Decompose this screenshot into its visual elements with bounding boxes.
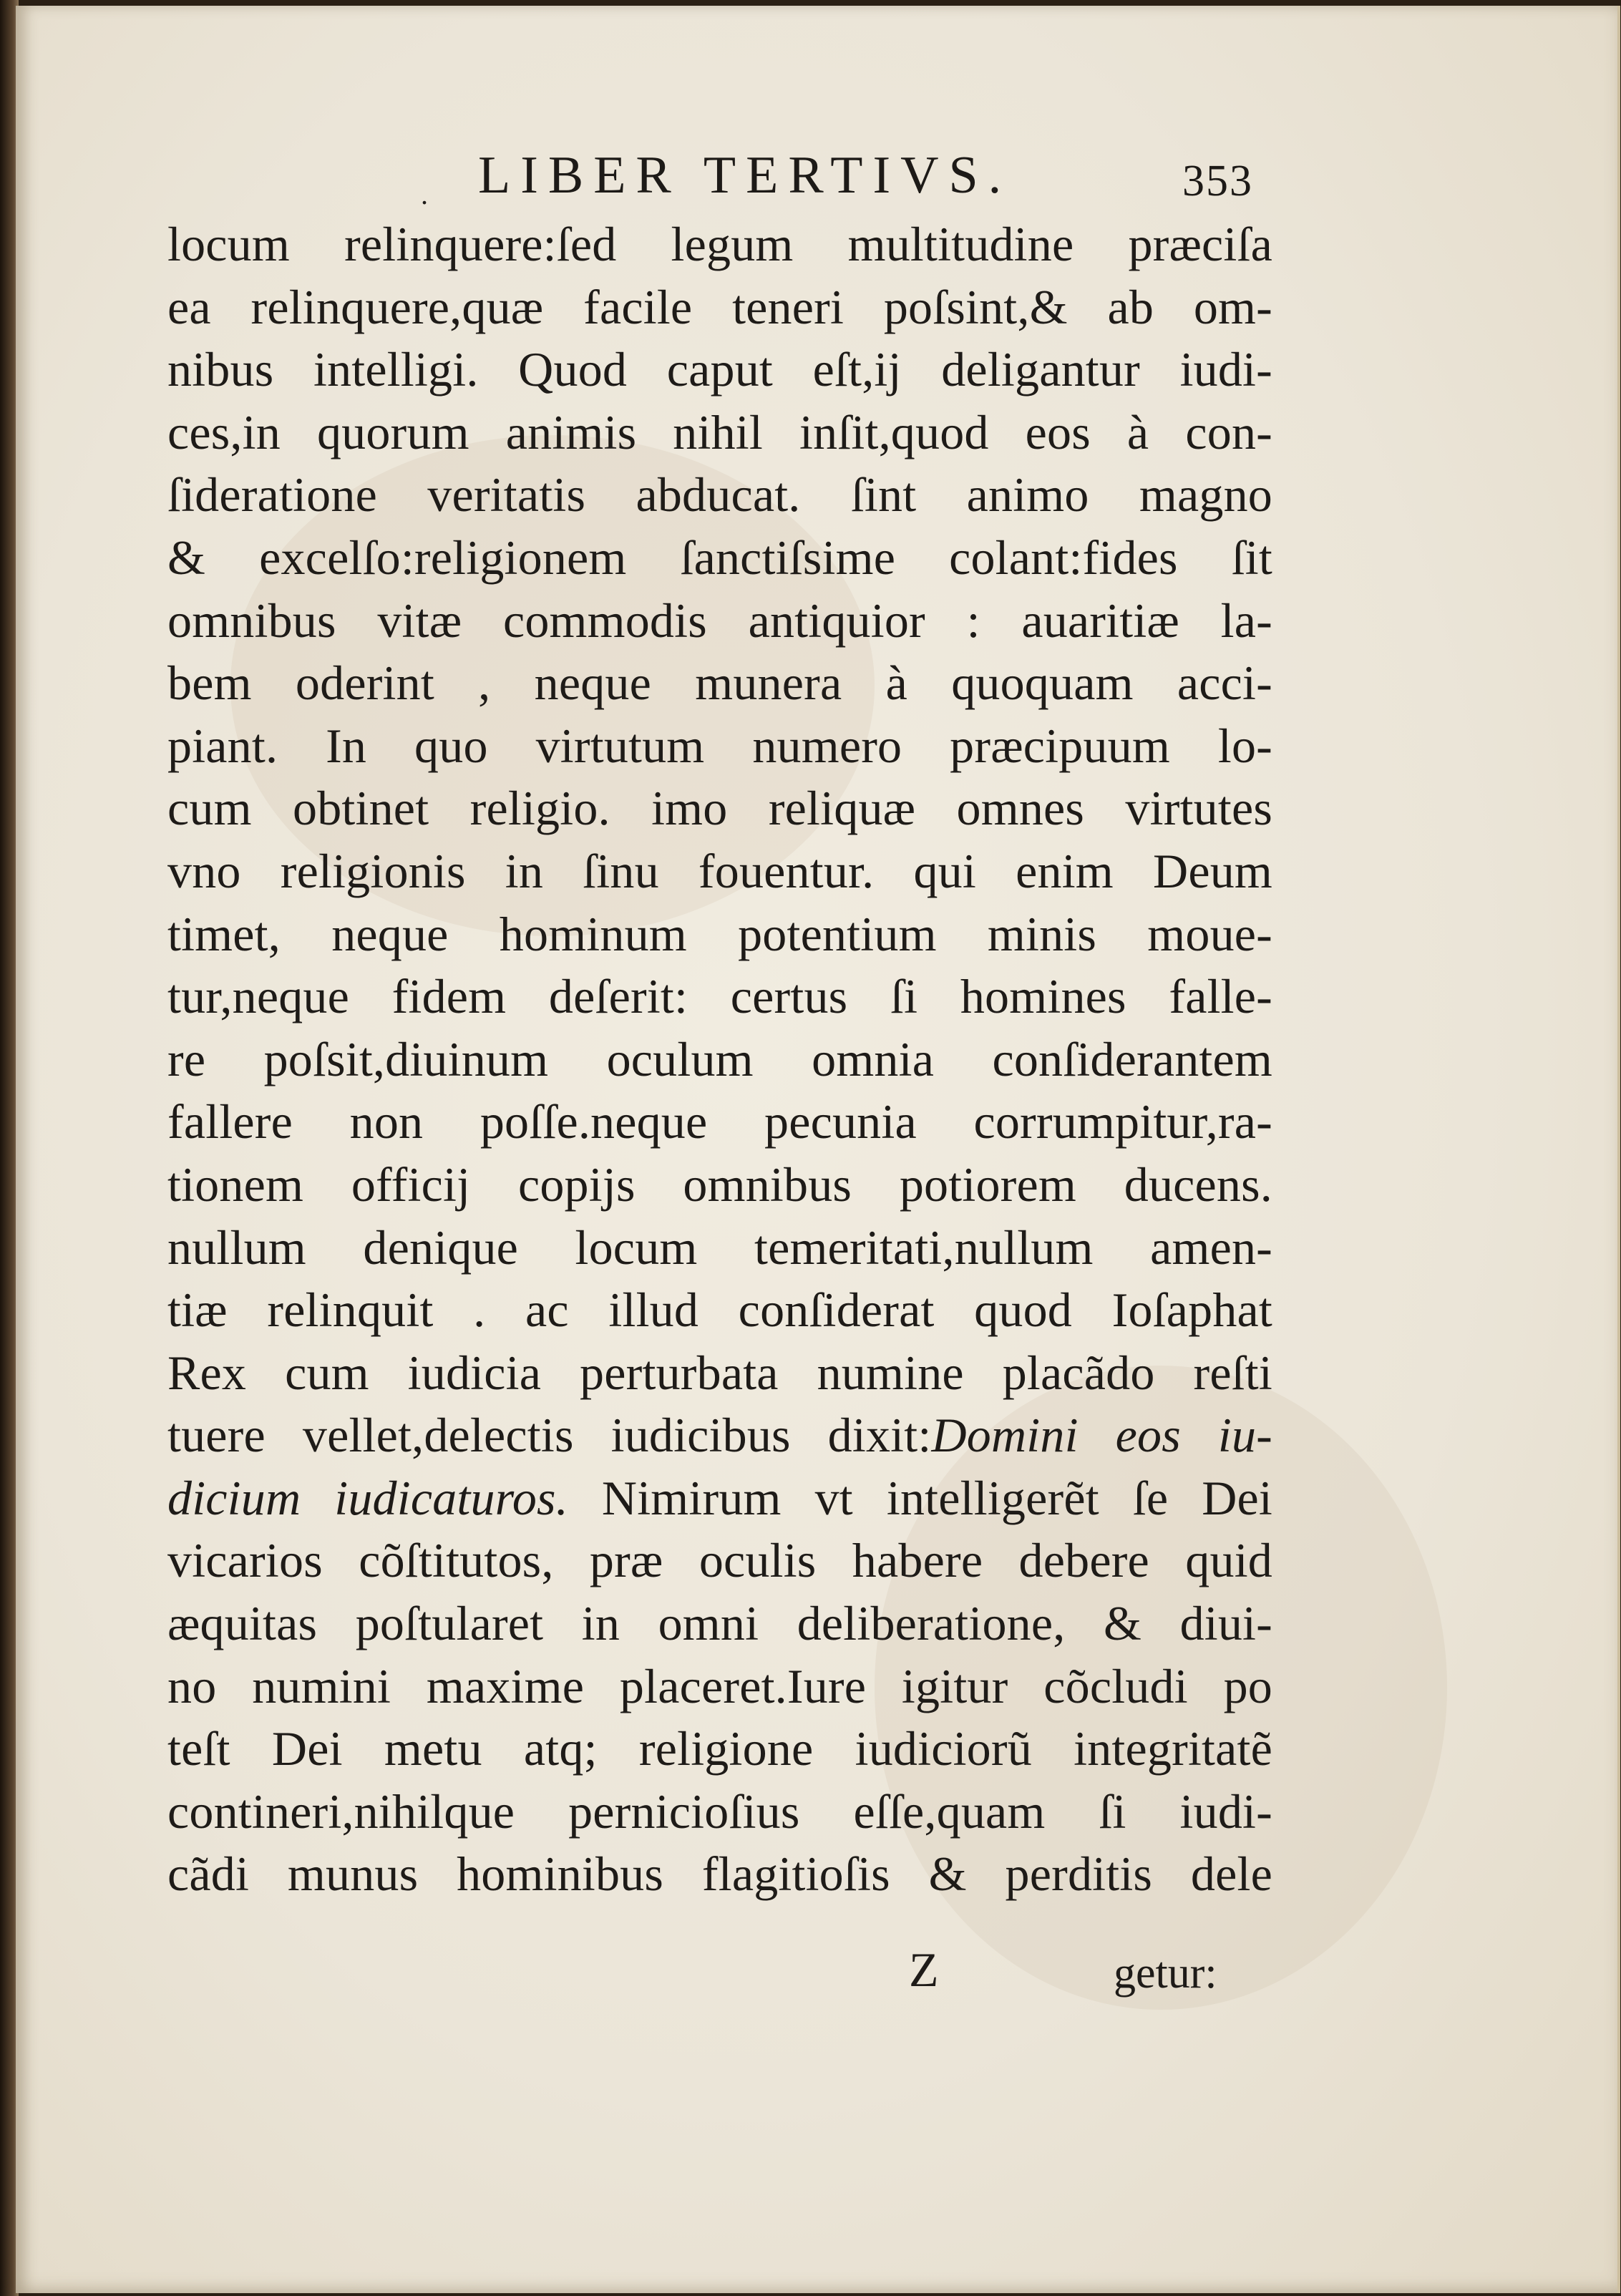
text-line: fallere non poſſe.neque pecunia corrumpitur,ra-	[167, 1094, 1272, 1149]
text-line: ſideratione veritatis abducat. ſint animo magno	[167, 467, 1272, 522]
running-head-dot: .	[421, 178, 428, 210]
text-line: contineri,nihilque pernicioſius eſſe,quam ſi iudi-	[167, 1784, 1272, 1839]
italic-quote-start: Domini eos iu-	[931, 1408, 1273, 1463]
text-line: cum obtinet religio. imo reliquæ omnes virtutes	[167, 781, 1272, 836]
text-line-with-quote	[167, 1467, 1272, 1530]
page-number: 353	[1182, 157, 1253, 205]
text-line: tur,neque fidem deſerit: certus ſi homines falle-	[167, 969, 1272, 1024]
running-head-title: LIBER TERTIVS.	[478, 146, 1012, 205]
text-line: tiæ relinquit . ac illud conſiderat quod Ioſaphat	[167, 1283, 1272, 1338]
text-line: ces,in quorum animis nihil inſit,quod eos à con-	[167, 404, 1272, 459]
text-line: cãdi munus hominibus flagitioſis & perditis dele	[167, 1847, 1272, 1902]
text-line: bem oderint , neque munera à quoquam acci-	[167, 656, 1272, 711]
text-line: vicarios cõſtitutos, præ oculis habere debere quid	[167, 1533, 1272, 1588]
text-line: vno religionis in ſinu fouentur. qui enim Deum	[167, 843, 1272, 898]
text-line: nullum denique locum temeritati,nullum amen-	[167, 1220, 1272, 1275]
text-line: tionem officij copijs omnibus potiorem ducens.	[167, 1157, 1272, 1212]
text-line: nibus intelligi. Quod caput eſt,ij deligantur iudi-	[167, 342, 1272, 397]
running-head	[0, 146, 1621, 210]
text-line: omnibus vitæ commodis antiquior : auaritiæ la-	[167, 593, 1272, 648]
signature-mark: Z	[909, 1942, 939, 1997]
body-text	[167, 213, 1272, 1906]
signature-row	[167, 1942, 1272, 2010]
text-line: re poſsit,diuinum oculum omnia conſiderantem	[167, 1031, 1272, 1086]
text-line: teſt Dei metu atq; religione iudiciorũ integritatẽ	[167, 1721, 1272, 1776]
text-line: piant. In quo virtutum numero præcipuum lo-	[167, 718, 1272, 773]
text-line: no numini maxime placeret.Iure igitur cõcludi po	[167, 1658, 1272, 1713]
text-line: & excelſo:religionem ſanctiſsime colant:fides ſit	[167, 530, 1272, 585]
text-line: Rex cum iudicia perturbata numine placãdo reſti	[167, 1345, 1272, 1400]
text-line: æquitas poſtularet in omni deliberatione, & diui-	[167, 1596, 1272, 1651]
text-line-with-quote	[167, 1404, 1272, 1467]
italic-quote-end: dicium iudicaturos.	[167, 1470, 568, 1525]
text-line: locum relinquere:ſed legum multitudine præciſa	[167, 217, 1272, 271]
text-line-start: tuere vellet,delectis iudicibus dixit:	[167, 1408, 932, 1463]
catchword: getur:	[1114, 1949, 1217, 1998]
text-line: ea relinquere,quæ facile teneri poſsint,& ab om-	[167, 279, 1272, 334]
text-line: timet, neque hominum potentium minis moue-	[167, 906, 1272, 961]
text-line-end: Nimirum vt intelligerẽt ſe Dei	[601, 1470, 1273, 1525]
